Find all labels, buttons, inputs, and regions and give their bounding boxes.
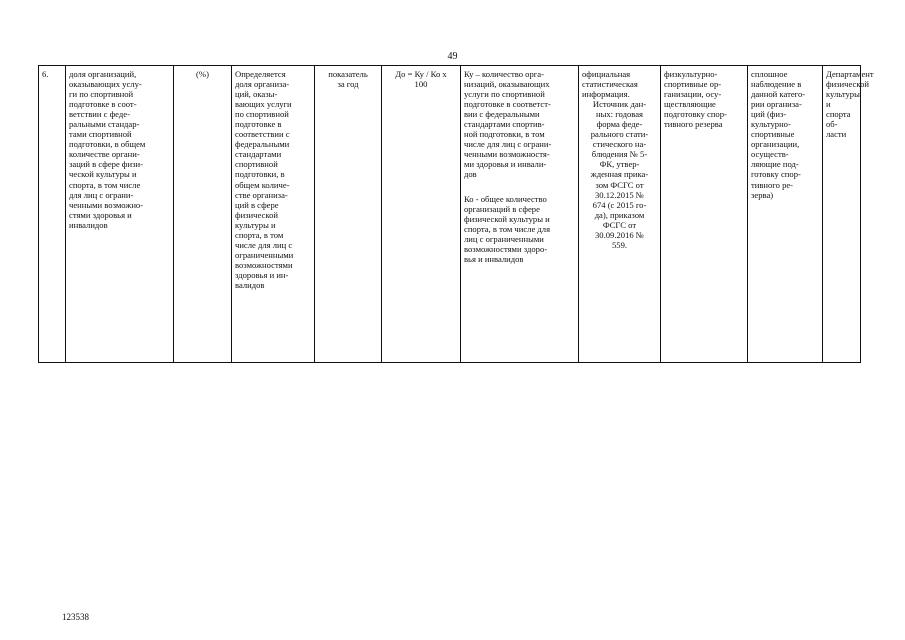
indicator-name: доля организаций, оказывающих услу- ги по спортивной подготовке в соот- ветствии с феде- ральными стандар- тами спортивной подготовки, в общем количестве органи- заций в сфере физи- ческой культуры и спорта, в том числе для лиц с ограни- ченными возможно- стями здоровья и инвалидов <box>66 66 174 363</box>
source-intro: официальная статистическая информация. <box>582 69 638 100</box>
variable-ko: Ко - общее количество организаций в сфере физической культуры и спорта, в том числе для лиц с ограниченными возможностями здоро- вья и инвалидов <box>464 193 551 264</box>
definition-cell: Определяется доля организа- ций, оказы- вающих услуги по спортивной подготовке в соответствии с федеральными стандартами спортивной подготовки, в общем количе- стве организа- ций в сфере физической культуры и спорта, в том числе для лиц с ограниченными возможностями здоровья и ин- валидов <box>232 66 315 363</box>
responsible-cell: Департамент физической культуры и спорта об- ласти <box>823 66 861 363</box>
unit-cell: (%) <box>174 66 232 363</box>
formula-cell: До = Ку / Ко х 100 <box>382 66 461 363</box>
table-row <box>39 66 861 363</box>
source-cell <box>579 66 661 363</box>
period-cell: показатель за год <box>315 66 382 363</box>
method-cell: сплошное наблюдение в данной катего- рии организа- ций (физ- культурно- спортивные организации, осуществ- ляющие под- готовку спор- тивного ре- зерва) <box>748 66 823 363</box>
source-detail: Источник дан- ных: годовая форма феде- рального стати- стического на- блюдения № 5- ФК, утвер- жденная прика- зом ФСГС от 30.12.2015 № 674 (с 2015 го- да), приказом ФСГС от 30.09.2016 № 559. <box>590 99 649 250</box>
page-number: 49 <box>447 51 458 62</box>
indicator-table <box>38 65 874 363</box>
variables-cell <box>461 66 579 363</box>
object-cell: физкультурно- спортивные ор- ганизации, осу- ществляющие подготовку спор- тивного резерва <box>661 66 748 363</box>
footer-document-id: 123538 <box>62 612 89 622</box>
variable-ku: Ку – количество орга- низаций, оказывающих услуги по спортивной подготовке в соответст- вии с федеральными стандартами спортив- ной подготовки, в том числе для лиц с ограни- ченными возможностя- ми здоровья и инвали- дов <box>464 69 552 180</box>
row-number: 6. <box>39 66 66 363</box>
